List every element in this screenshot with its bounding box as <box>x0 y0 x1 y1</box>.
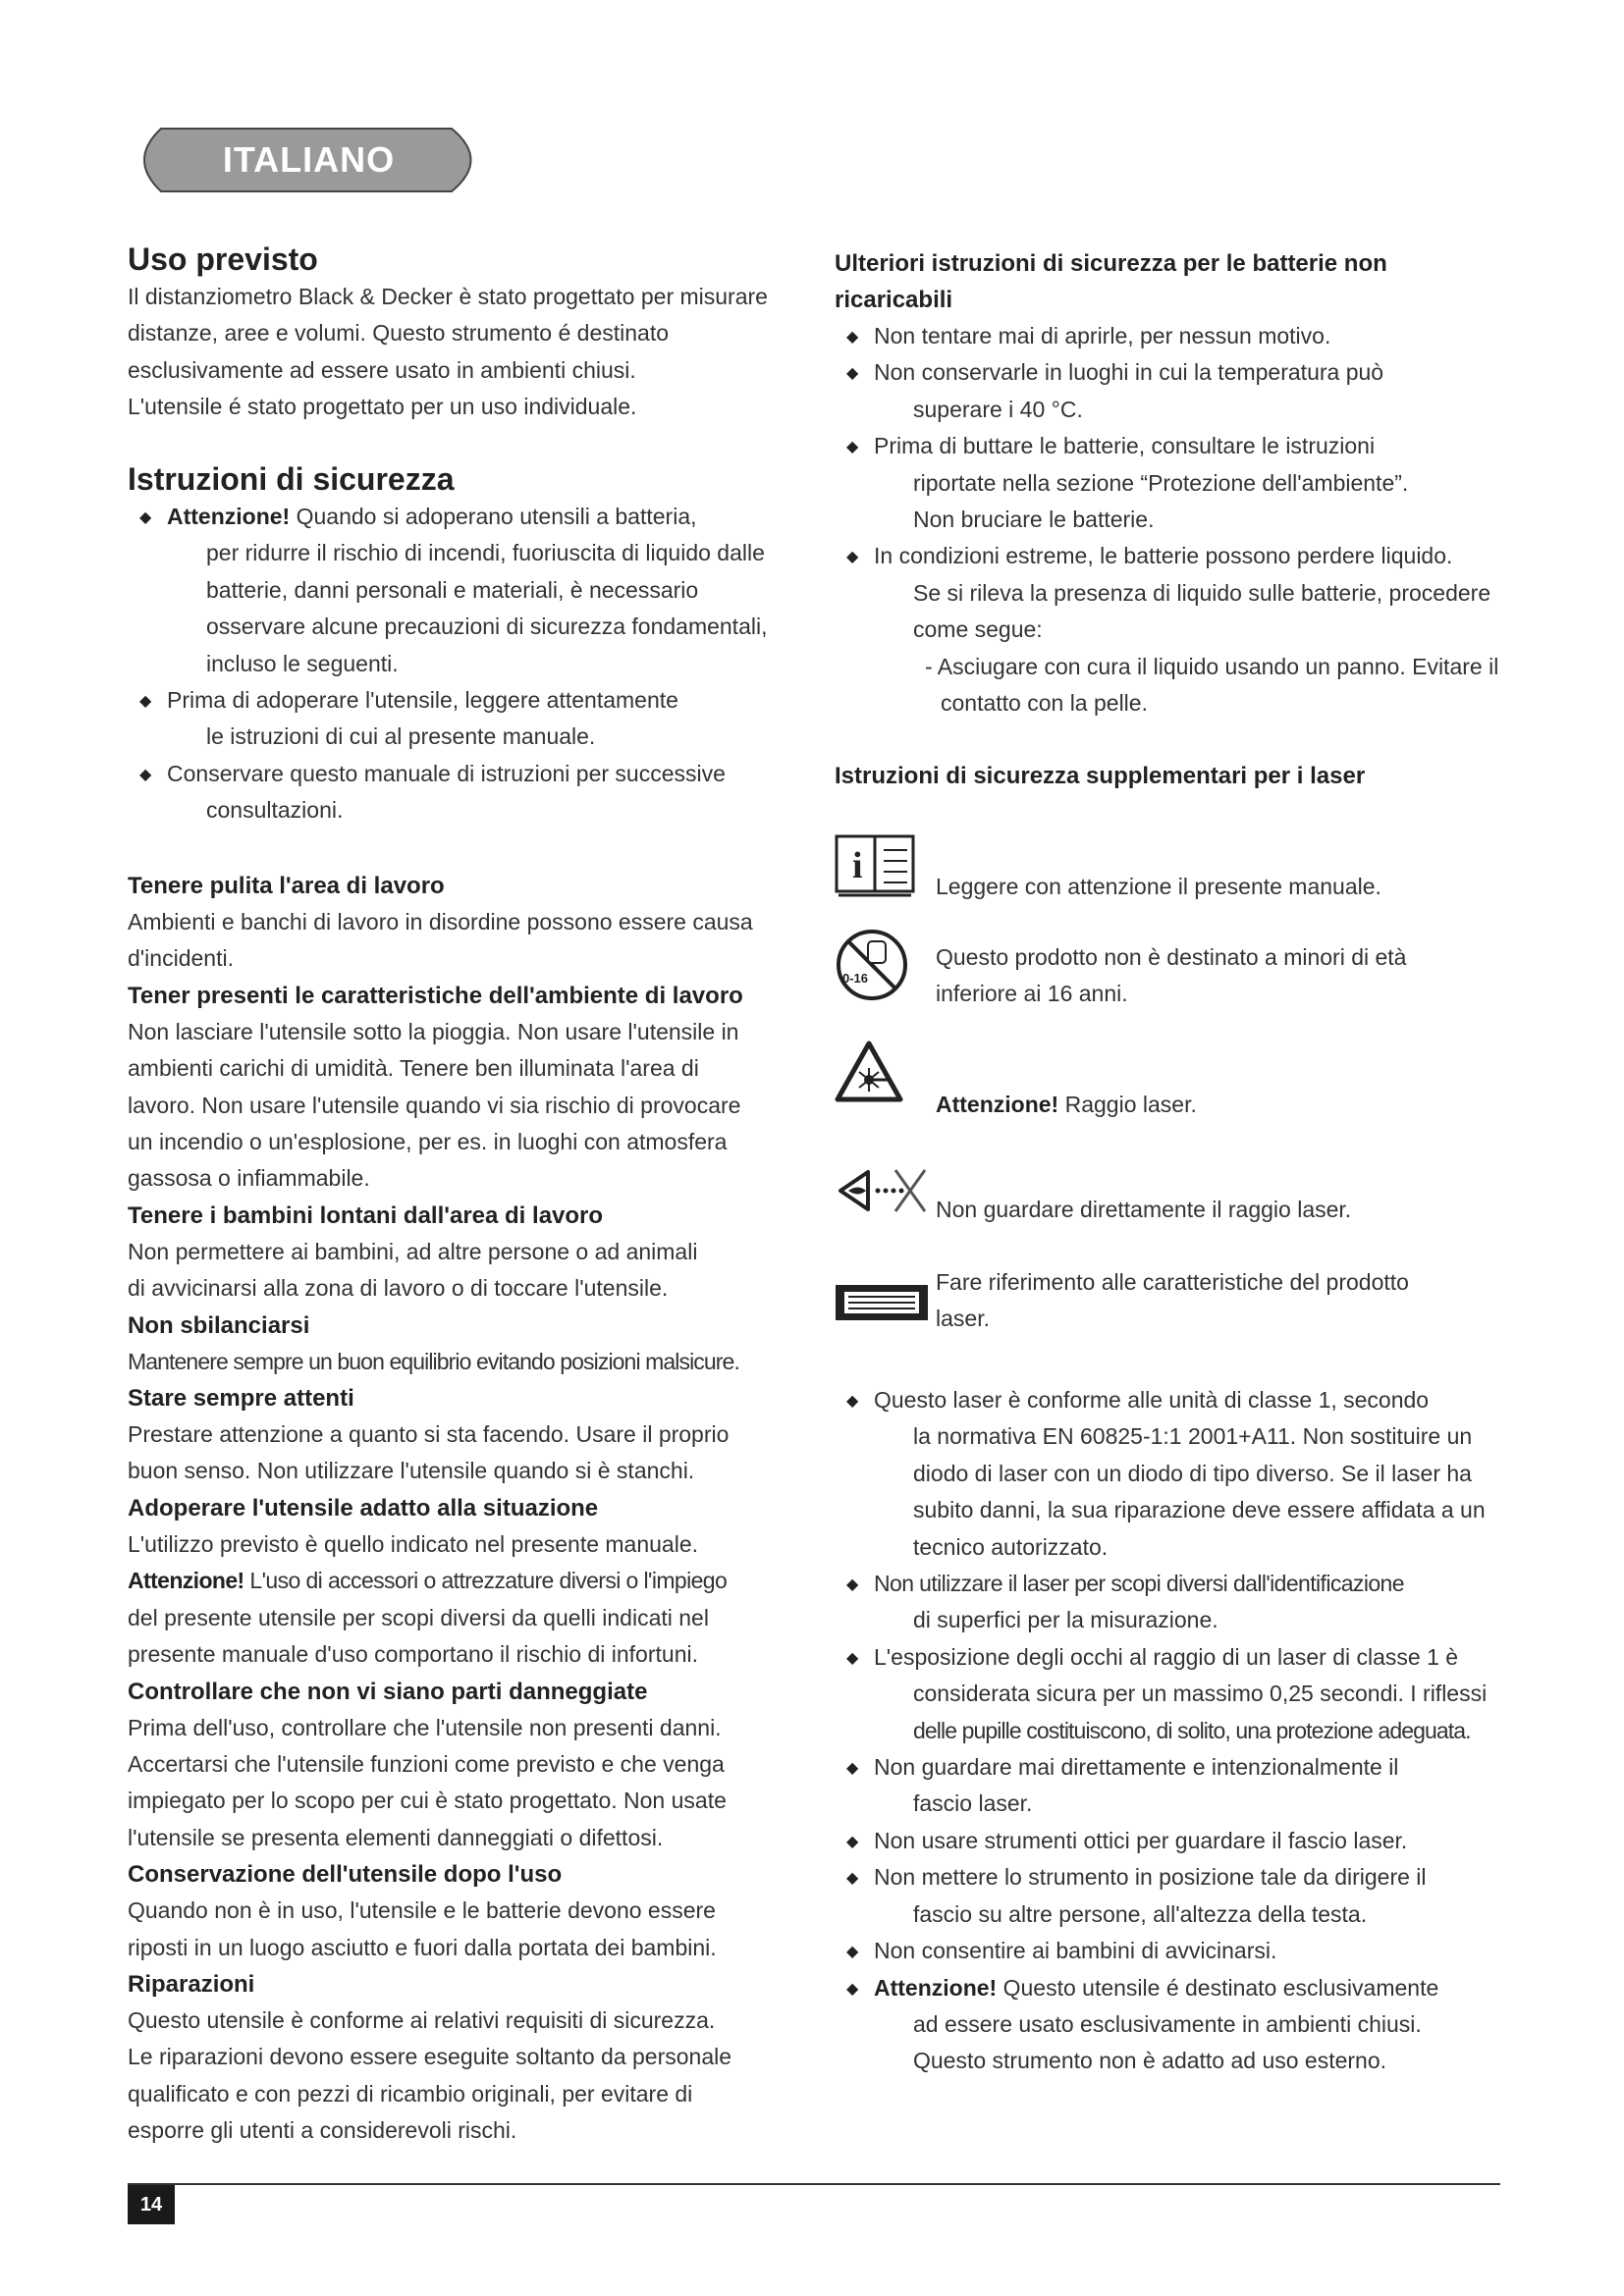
bullet-text: Prima di adoperare l'utensile, leggere attentamente <box>167 687 678 714</box>
bullet-text: Non mettere lo strumento in posizione tale da dirigere il <box>874 1864 1427 1891</box>
bullet-item <box>835 1639 1502 1749</box>
paragraph-line: d'incidenti. <box>128 945 234 972</box>
paragraph-line: riposti in un luogo asciutto e fuori dalla portata dei bambini. <box>128 1934 717 1960</box>
bullet-diamond-icon: ◆ <box>846 1576 859 1594</box>
bullet-item <box>835 1823 1502 1859</box>
subsection-title: Adoperare l'utensile adatto alla situazione <box>128 1494 599 1522</box>
istruzioni-title: Istruzioni di sicurezza <box>128 461 455 497</box>
no-stare-eye-icon <box>835 1158 933 1223</box>
bullet-text: Non bruciare le batterie. <box>913 507 1155 533</box>
subsection-title: Ulteriori istruzioni di sicurezza per le batterie non <box>835 250 1387 277</box>
manual-book-icon <box>835 834 915 899</box>
bullet-diamond-icon: ◆ <box>846 549 859 566</box>
icon-row-label <box>835 1264 1502 1343</box>
subsection-title: Non sbilanciarsi <box>128 1311 310 1339</box>
bullet-item <box>835 318 1502 354</box>
paragraph-line: Le riparazioni devono essere eseguite soltanto da personale <box>128 2044 732 2070</box>
paragraph-line: Ambienti e banchi di lavoro in disordine possono essere causa <box>128 909 753 934</box>
bullet-text: - Asciugare con cura il liquido usando un panno. Evitare il <box>925 653 1499 679</box>
subsection-title: Tener presenti le caratteristiche dell'ambiente di lavoro <box>128 982 743 1009</box>
warning-label: Attenzione! <box>936 1092 1059 1117</box>
icon-row-manual <box>835 834 1502 903</box>
bullet-text: Questo laser è conforme alle unità di classe 1, secondo <box>874 1387 1430 1413</box>
paragraph-line: L'utilizzo previsto è quello indicato nel presente manuale. <box>128 1530 699 1557</box>
paragraph-line: ambienti carichi di umidità. Tenere ben illuminata l'area di <box>128 1055 699 1082</box>
bullet-text: ad essere usato esclusivamente in ambienti chiusi. <box>913 2010 1422 2037</box>
paragraph-line: Non lasciare l'utensile sotto la pioggia. Non usare l'utensile in <box>128 1018 739 1044</box>
bullet-text: incluso le seguenti. <box>206 650 399 676</box>
bullet-diamond-icon: ◆ <box>139 766 152 783</box>
icon-row-age <box>835 928 1502 1006</box>
icon-row-no-stare <box>835 1158 1502 1237</box>
subsection-title: ricaricabili <box>835 287 953 313</box>
product-label-icon <box>835 1284 929 1321</box>
bullet-text: Non tentare mai di aprirle, per nessun motivo. <box>874 323 1331 348</box>
paragraph-line: Prestare attenzione a quanto si sta facendo. Usare il proprio <box>128 1421 730 1448</box>
bullet-text: superare i 40 °C. <box>913 396 1083 422</box>
subsection-title: Controllare che non vi siano parti danneggiate <box>128 1678 648 1705</box>
bullet-text: delle pupille costituiscono, di solito, una protezione adeguata. <box>913 1717 1471 1743</box>
bullet-text: Prima di buttare le batterie, consultare le istruzioni <box>874 433 1376 459</box>
bullet-item <box>128 756 795 829</box>
bullet-item <box>835 354 1502 428</box>
bullet-text: Questo strumento non è adatto ad uso esterno. <box>913 2048 1387 2074</box>
paragraph-line: esporre gli utenti a considerevoli rischi. <box>128 2117 517 2144</box>
bullet-text: le istruzioni di cui al presente manuale. <box>206 723 596 750</box>
bullet-text: L'esposizione degli occhi al raggio di un laser di classe 1 è <box>874 1643 1459 1670</box>
bullet-text: per ridurre il rischio di incendi, fuoriuscita di liquido dalle <box>206 540 765 566</box>
icon-caption-line: Fare riferimento alle caratteristiche del prodotto <box>936 1269 1409 1295</box>
bullet-text: In condizioni estreme, le batterie possono perdere liquido. <box>874 543 1453 569</box>
age-badge-label: 0-16 <box>842 971 869 986</box>
uso-line: Il distanziometro Black & Decker è stato progettato per misurare <box>128 284 768 309</box>
bullet-diamond-icon: ◆ <box>846 1393 859 1410</box>
uso-line: esclusivamente ad essere usato in ambienti chiusi. <box>128 356 636 383</box>
bullet-item <box>835 428 1502 538</box>
section-safety-rules <box>128 868 795 2150</box>
warning-label: Attenzione! <box>167 504 291 529</box>
bullet-item <box>835 1933 1502 1969</box>
icon-caption-line: laser. <box>936 1306 990 1332</box>
bullet-item <box>128 682 795 756</box>
bullet-item <box>835 1859 1502 1933</box>
bullet-item <box>835 1970 1502 2080</box>
icon-caption <box>936 1264 1486 1338</box>
bullet-item <box>835 538 1502 721</box>
bullet-diamond-icon: ◆ <box>846 1649 859 1667</box>
bullet-text: riportate nella sezione “Protezione dell'ambiente”. <box>913 469 1409 496</box>
bullet-item <box>835 1566 1502 1639</box>
icon-caption-text: Raggio laser. <box>1058 1092 1197 1117</box>
paragraph-line: Questo utensile è conforme ai relativi requisiti di sicurezza. <box>128 2006 716 2033</box>
subsection-title: Stare sempre attenti <box>128 1385 354 1413</box>
icon-caption: Non guardare direttamente il raggio laser. <box>936 1197 1352 1222</box>
language-badge <box>126 126 492 194</box>
language-label: ITALIANO <box>222 139 396 180</box>
subsection-title: Tenere pulita l'area di lavoro <box>128 873 445 899</box>
bullet-text: Non utilizzare il laser per scopi diversi dall'identificazione <box>874 1571 1404 1597</box>
paragraph-line: presente manuale d'uso comportano il rischio di infortuni. <box>128 1641 698 1668</box>
paragraph-line: Quando non è in uso, l'utensile e le batterie devono essere <box>128 1897 716 1924</box>
subsection-title: Tenere i bambini lontani dall'area di lavoro <box>128 1201 604 1229</box>
bullet-text: fascio laser. <box>913 1790 1033 1817</box>
bullet-text: Non usare strumenti ottici per guardare il fascio laser. <box>874 1827 1408 1853</box>
bullet-text: subito danni, la sua riparazione deve essere affidata a un <box>913 1497 1486 1523</box>
bullet-text: la normativa EN 60825-1:1 2001+A11. Non sostituire un <box>913 1423 1473 1450</box>
bullet-item <box>128 499 795 682</box>
uso-line: distanze, aree e volumi. Questo strumento é destinato <box>128 320 670 347</box>
section-batterie <box>835 245 1502 721</box>
bullet-text: batterie, danni personali e materiali, è necessario <box>206 576 699 603</box>
bullet-text: tecnico autorizzato. <box>913 1533 1109 1560</box>
paragraph-line: di avvicinarsi alla zona di lavoro o di toccare l'utensile. <box>128 1275 669 1302</box>
paragraph-line: un incendio o un'esplosione, per es. in luoghi con atmosfera <box>128 1129 728 1155</box>
paragraph-line: Prima dell'uso, controllare che l'utensile non presenti danni. <box>128 1714 722 1740</box>
bullet-item <box>835 1382 1502 1566</box>
icon-row-laser-warning <box>835 1041 1502 1119</box>
icon-caption-line: Questo prodotto non è destinato a minori di età <box>936 944 1407 970</box>
icon-caption <box>936 939 1486 1013</box>
warning-label: Attenzione! <box>128 1568 244 1594</box>
paragraph-line: Mantenere sempre un buon equilibrio evitando posizioni malsicure. <box>128 1348 739 1374</box>
bullet-text: Non conservarle in luoghi in cui la temperatura può <box>874 359 1384 386</box>
laser-warning-icon <box>835 1041 903 1103</box>
bullet-text: fascio su altre persone, all'altezza della testa. <box>913 1900 1368 1927</box>
paragraph-line: impiegato per lo scopo per cui è stato progettato. Non usate <box>128 1788 727 1814</box>
bullet-text: Non consentire ai bambini di avvicinarsi. <box>874 1938 1277 1964</box>
footer-divider <box>128 2183 1500 2185</box>
bullet-text: considerata sicura per un massimo 0,25 secondi. I riflessi <box>913 1681 1488 1707</box>
section-laser-bullets <box>835 1382 1502 2080</box>
bullet-diamond-icon: ◆ <box>846 329 859 346</box>
bullet-text: Quando si adoperano utensili a batteria, <box>290 504 697 529</box>
bullet-text: Questo utensile é destinato esclusivamente <box>997 1974 1439 2001</box>
paragraph-line: Non permettere ai bambini, ad altre persone o ad animali <box>128 1238 698 1264</box>
icon-caption-line: inferiore ai 16 anni. <box>936 981 1128 1007</box>
bullet-text: Conservare questo manuale di istruzioni per successive <box>167 760 726 786</box>
svg-text:i: i <box>852 845 863 886</box>
section-istruzioni <box>128 459 795 829</box>
bullet-diamond-icon: ◆ <box>846 1980 859 1998</box>
bullet-text: Se si rileva la presenza di liquido sulle batterie, procedere <box>913 579 1491 606</box>
paragraph-line: qualificato e con pezzi di ricambio originali, per evitare di <box>128 2080 693 2107</box>
bullet-diamond-icon: ◆ <box>846 1760 859 1778</box>
bullet-text: di superfici per la misurazione. <box>913 1607 1218 1633</box>
icon-caption <box>936 1087 1486 1123</box>
bullet-text: Non guardare mai direttamente e intenzionalmente il <box>874 1754 1399 1781</box>
bullet-diamond-icon: ◆ <box>139 509 152 526</box>
bullet-text: consultazioni. <box>206 797 344 824</box>
bullet-diamond-icon: ◆ <box>139 693 152 711</box>
subsection-title: Istruzioni di sicurezza supplementari per i laser <box>835 763 1366 789</box>
bullet-text: contatto con la pelle. <box>941 690 1148 717</box>
section-uso-previsto <box>128 240 795 426</box>
bullet-item <box>835 1749 1502 1823</box>
bullet-diamond-icon: ◆ <box>846 1870 859 1888</box>
page-number: 14 <box>128 2185 175 2224</box>
icon-caption: Leggere con attenzione il presente manuale. <box>936 874 1381 899</box>
paragraph-line: Accertarsi che l'utensile funzioni come previsto e che venga <box>128 1750 725 1777</box>
uso-line: L'utensile é stato progettato per un uso individuale. <box>128 394 637 420</box>
bullet-diamond-icon: ◆ <box>846 1944 859 1961</box>
warning-label: Attenzione! <box>874 1974 998 2001</box>
bullet-diamond-icon: ◆ <box>846 365 859 383</box>
paragraph-line: buon senso. Non utilizzare l'utensile quando si è stanchi. <box>128 1458 695 1484</box>
bullet-text: osservare alcune precauzioni di sicurezza fondamentali, <box>206 614 768 640</box>
paragraph-line: L'uso di accessori o attrezzature diversi o l'impiego <box>244 1568 728 1594</box>
bullet-diamond-icon: ◆ <box>846 1833 859 1850</box>
subsection-title: Conservazione dell'utensile dopo l'uso <box>128 1861 563 1889</box>
bullet-text: come segue: <box>913 616 1043 643</box>
bullet-text: diodo di laser con un diodo di tipo diverso. Se il laser ha <box>913 1460 1472 1486</box>
uso-title: Uso previsto <box>128 241 318 277</box>
laser-title <box>835 758 1502 794</box>
paragraph-line: gassosa o infiammabile. <box>128 1165 370 1192</box>
paragraph-line: del presente utensile per scopi diversi da quelli indicati nel <box>128 1604 709 1630</box>
paragraph-line: l'utensile se presenta elementi danneggiati o difettosi. <box>128 1824 664 1850</box>
no-children-icon <box>835 928 909 1002</box>
subsection-title: Riparazioni <box>128 1970 255 1998</box>
bullet-diamond-icon: ◆ <box>846 439 859 456</box>
paragraph-line: lavoro. Non usare l'utensile quando vi sia rischio di provocare <box>128 1092 741 1118</box>
